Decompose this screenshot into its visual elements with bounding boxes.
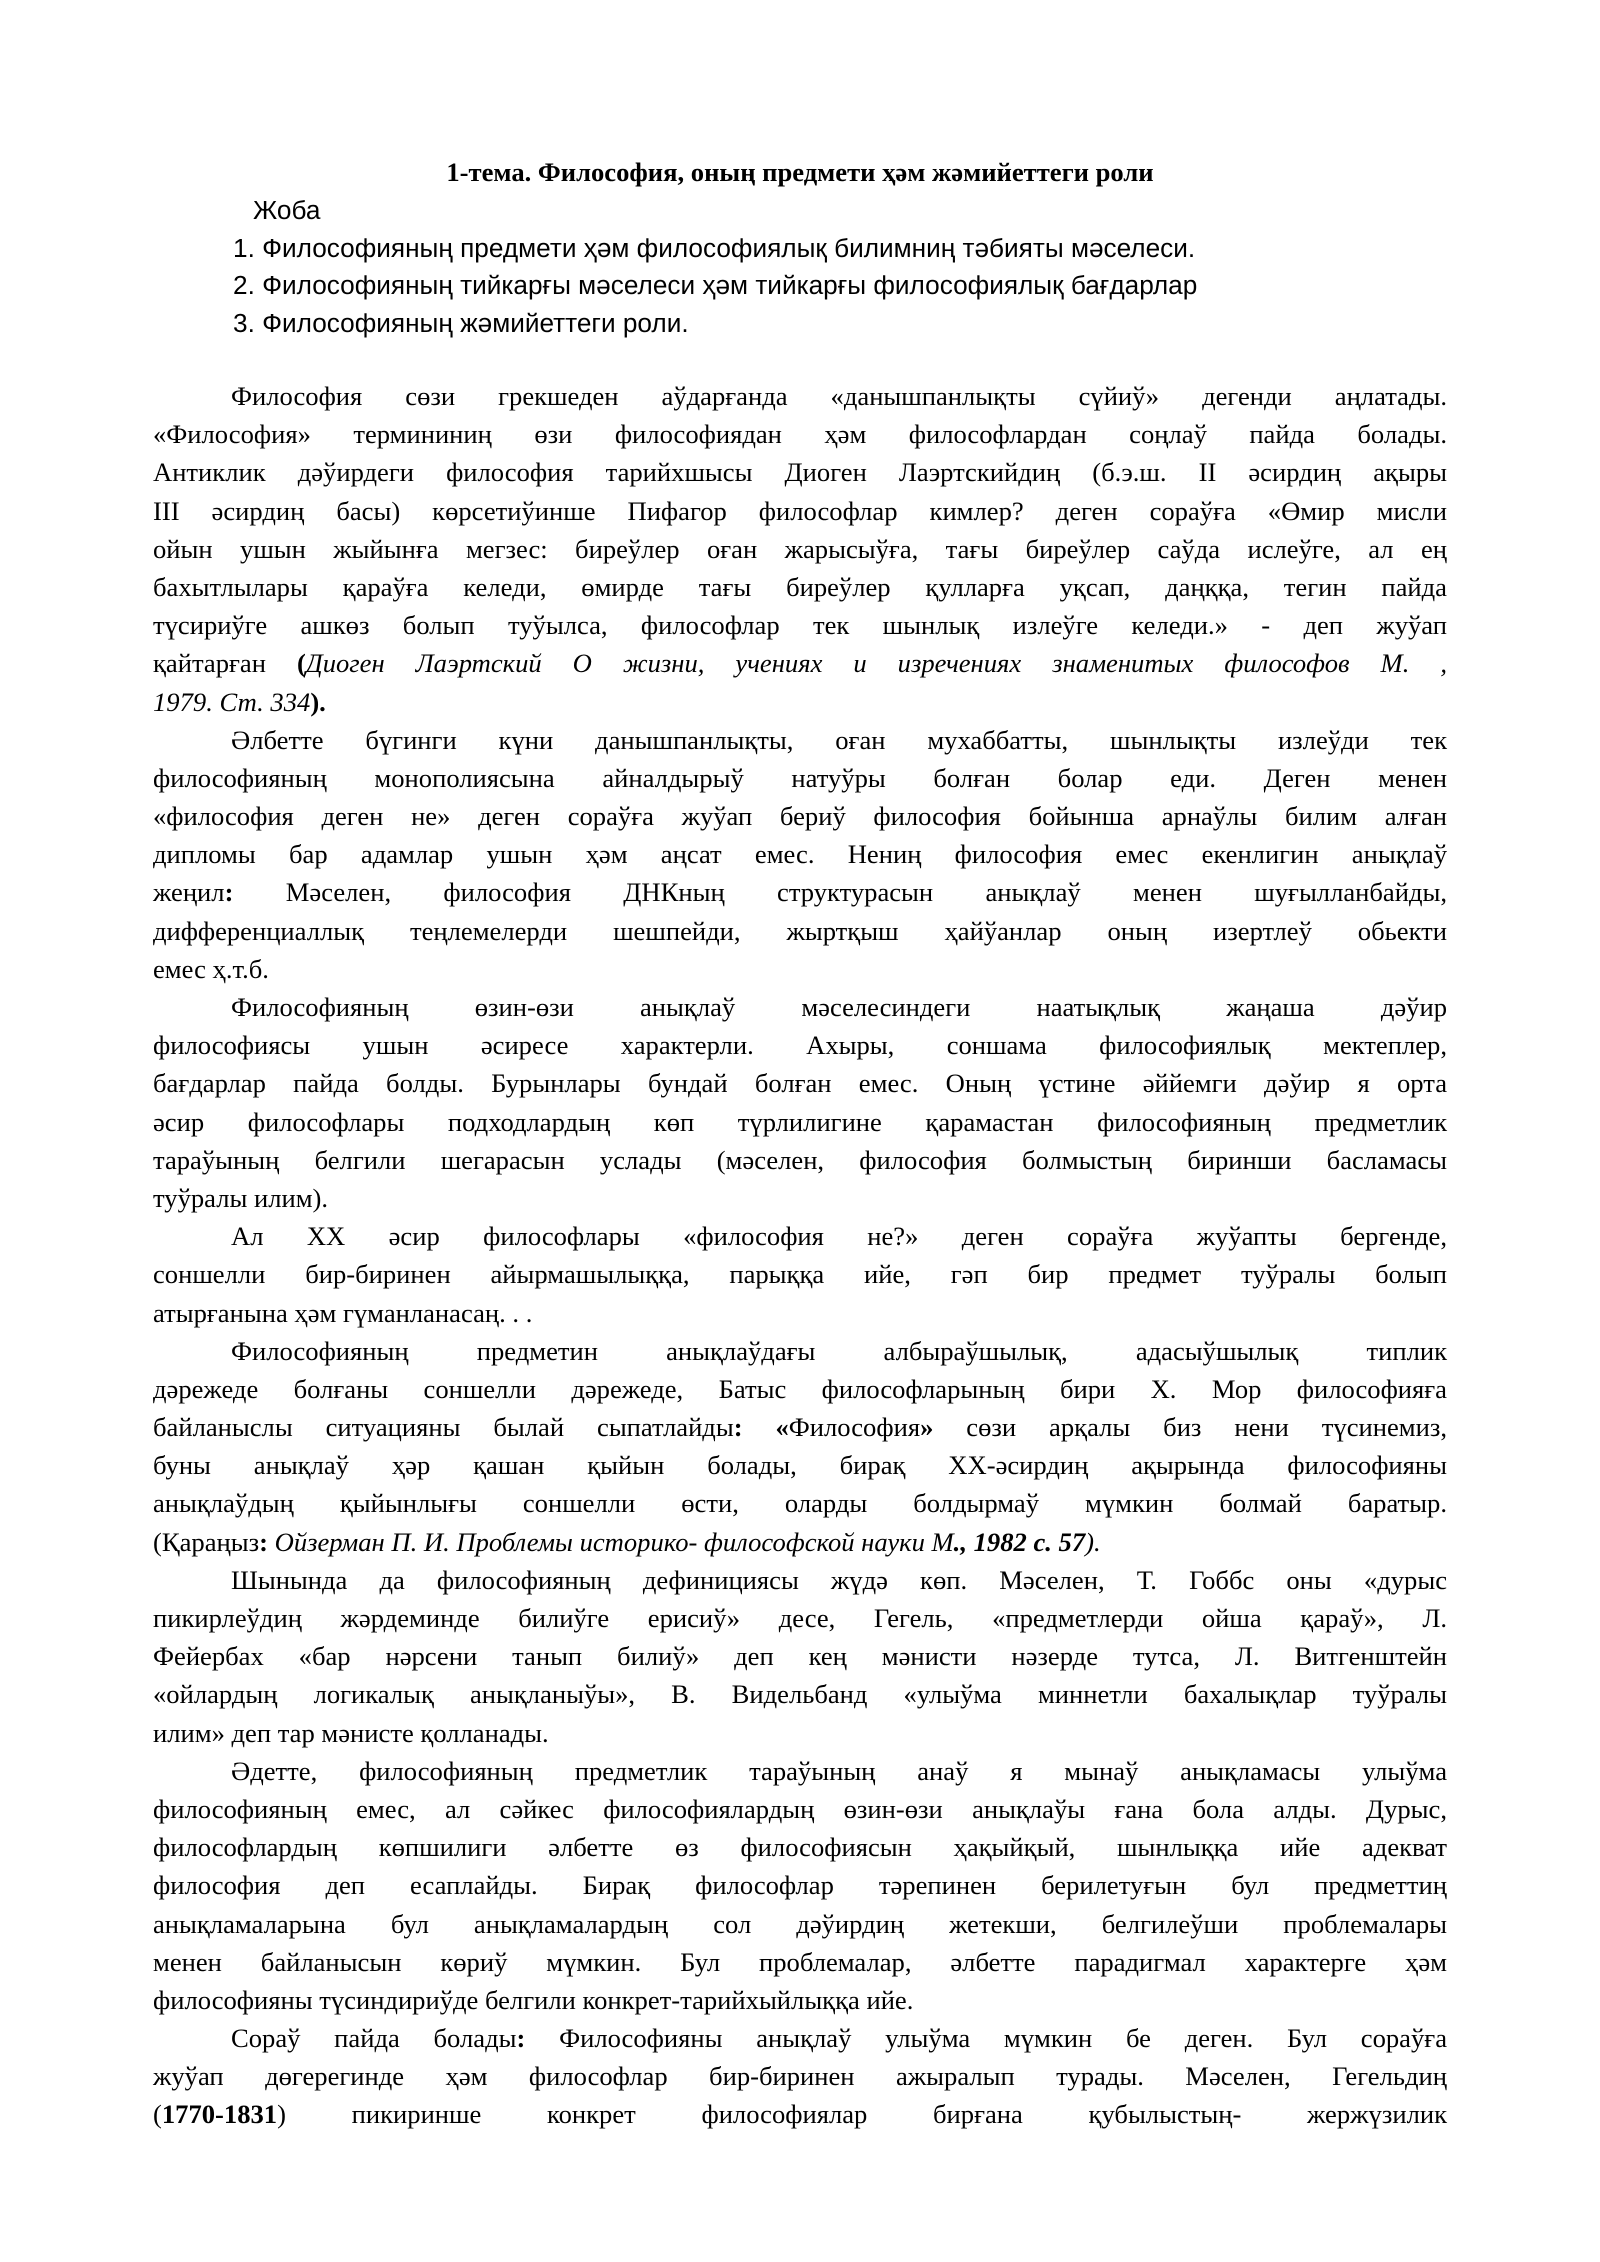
text-line: әсир философлары подходлардың көп түрлилигине қарамастан философияның предметлик bbox=[153, 1106, 1447, 1137]
text-line: «философия деген не» деген сораўға жуўап бериў философия бойынша арнаўлы билим алған bbox=[153, 801, 1447, 832]
plan-label: Жоба bbox=[253, 195, 321, 225]
text-run: ). bbox=[1085, 1526, 1101, 1557]
text-line: емес ҳ.т.б. bbox=[153, 953, 269, 984]
document-title: 1-тема. Философия, оның предмети ҳәм жәмийеттеги роли bbox=[446, 157, 1154, 187]
text-run bbox=[954, 1527, 1085, 1557]
plan-item: 2. Философияның тийкарғы мәселеси ҳәм тийкарғы философиялық бағдарлар bbox=[233, 270, 1198, 301]
text-line bbox=[153, 1408, 1447, 1446]
text-run: ( bbox=[153, 2099, 162, 2130]
text-line: Әдетте, философияның предметлик тараўының анаў я мынаў анықламасы улыўма bbox=[231, 1755, 1447, 1786]
text-line: илим» деп тар мәнисте қолланады. bbox=[153, 1717, 549, 1748]
text-run: 1979. Ст. 334 bbox=[153, 686, 311, 717]
text-run: Диоген Лаэртский О жизни, учениях и изречениях знаменитых философов М. , bbox=[305, 648, 1447, 679]
text-line: III әсирдиң басы) көрсетиўинше Пифагор философлар кимлер? деген сораўға «Өмир мисли bbox=[153, 495, 1447, 526]
text-line: философия деп есаплайды. Бирақ философлар тәрепинен берилетуғын бул предметтиң bbox=[153, 1870, 1447, 1901]
text-run: : « bbox=[733, 1412, 789, 1443]
text-run: ., 1982 с. 57 bbox=[953, 1526, 1086, 1557]
text-line: соншелли бир-биринен айырмашылыққа, парыққа ийе, гәп бир предмет туўралы болып bbox=[153, 1259, 1447, 1290]
text-line: Ал XX әсир философлары «философия не?» деген сораўға жуўапты бергенде, bbox=[231, 1221, 1447, 1252]
text-line: философияның монополиясына айналдырыў натуўры болған болар еди. Деген менен bbox=[153, 762, 1447, 793]
text-line: буны анықлаў ҳәр қашан қыйын болады, бирақ XX-әсирдиң ақырында философияны bbox=[153, 1450, 1447, 1481]
text-run: Философияны анықлаў улыўма мүмкин бе деген. Бул сораўға bbox=[525, 2023, 1447, 2054]
text-line: анықламаларына бул анықламалардың сол дәўирдиң жетекши, белгилеўши проблемалары bbox=[153, 1908, 1447, 1939]
text-line bbox=[153, 644, 1447, 682]
text-line: Философия сөзи грекшеден аўдарғанда «данышпанлықты сүйиў» дегенди аңлатады. bbox=[231, 381, 1447, 411]
text-run: : bbox=[516, 2023, 526, 2054]
text-run: : bbox=[224, 877, 234, 908]
text-line: тараўының белгили шегарасын услады (мәселен, философия болмыстың биринши басламасы bbox=[153, 1144, 1447, 1175]
text-line: Антиклик дәўирдеги философия тарийхшысы Диоген Лаэртскийдиң (б.э.ш. II әсирдиң ақыры bbox=[153, 457, 1447, 488]
text-run: ( bbox=[296, 648, 306, 679]
text-line: анықлаўдың қыйынлығы соншелли өсти, оларды болдырмаў мүмкин болмай баратыр. bbox=[153, 1488, 1447, 1519]
text-line: дәрежеде болғаны соншелли дәрежеде, Батыс философларының бири Х. Мор философияға bbox=[153, 1373, 1447, 1404]
text-run: қайтарған bbox=[153, 648, 297, 679]
text-line: атырғанына ҳәм гүманланасаң. . . bbox=[153, 1297, 533, 1328]
text-run: ) пикиринше конкрет философиялар бирғана қубылыстың- жержүзилик bbox=[277, 2099, 1447, 2130]
text-run: 1770-1831 bbox=[161, 2099, 278, 2130]
text-line: бахытлылары қараўға келеди, өмирде тағы биреўлер қулларға уқсап, даңққа, тегин пайда bbox=[153, 571, 1447, 602]
text-run: Философия bbox=[788, 1412, 921, 1443]
text-run: байланыслы ситуацияны былай сыпатлайды bbox=[153, 1412, 734, 1443]
text-line: «ойлардың логикалық анықланыўы», В. Видельбанд «улыўма миннетли бахалықлар туўралы bbox=[153, 1679, 1447, 1710]
text-line: дифференциаллық теңлемелерди шешпейди, жыртқыш ҳайўанлар оның изертлеў обьекти bbox=[153, 915, 1447, 946]
text-line: философияның емес, ал сәйкес философиялардың өзин-өзи анықлаўы ғана бола алды. Дурыс, bbox=[153, 1793, 1447, 1824]
text-run: жеңил bbox=[153, 877, 225, 908]
plan-item: 1. Философияның предмети ҳәм философиялық билимниң тәбияты мәселеси. bbox=[233, 232, 1196, 263]
text-line: Шынында да философияның дефинициясы жүдә көп. Мәселен, Т. Гоббс оны «дурыс bbox=[231, 1564, 1447, 1595]
text-line bbox=[153, 1523, 1447, 1561]
text-line: «Философия» термининиң өзи философиядан ҳәм философлардан соңлаў пайда болады. bbox=[153, 419, 1447, 450]
text-line: түсириўге ашкөз болып туўылса, философлар тек шынлық излеўге келеди.» - деп жуўап bbox=[153, 610, 1447, 641]
text-line: философлардың көпшилиги әлбетте өз философиясын ҳақыйқый, шынлыққа ийе адекват bbox=[153, 1832, 1447, 1863]
text-run: Мәселен, философия ДНКның структурасын анықлаў менен шуғылланбайды, bbox=[233, 877, 1447, 908]
plan-list bbox=[233, 192, 1333, 342]
text-line bbox=[153, 873, 1447, 911]
text-run: » bbox=[920, 1412, 934, 1443]
text-run: сөзи арқалы биз нени түсинемиз, bbox=[933, 1412, 1447, 1443]
text-line: жуўап дөгерегинде ҳәм философлар бир-биринен ажыралып турады. Мәселен, Гегельдиң bbox=[153, 2061, 1447, 2092]
text-line bbox=[153, 2019, 1447, 2057]
plan-item: 3. Философияның жәмийеттеги роли. bbox=[233, 307, 689, 338]
body-text bbox=[153, 377, 1447, 2134]
text-run: : bbox=[259, 1526, 268, 1557]
text-line: ойын ушын жыйынға мегзес: биреўлер оған жарысыўға, тағы биреўлер саўда ислеўге, ал ең bbox=[153, 533, 1447, 564]
text-run: Сораў пайда болады bbox=[231, 2023, 517, 2054]
text-line: философияны түсиндириўде белгили конкрет-тарийхыйлыққа ийе. bbox=[153, 1984, 914, 2015]
text-line: Әлбетте бүгинги күни данышпанлықты, оған мухаббатты, шынлықты излеўди тек bbox=[231, 724, 1447, 755]
text-line: Фейербах «бар нәрсени танып билиў» деп кең мәнисти нәзерде тутса, Л. Витгенштейн bbox=[153, 1641, 1447, 1672]
text-line: пикирлеўдиң жәрдеминде билиўге ерисиў» десе, Гегель, «предметлерди ойша қараў», Л. bbox=[153, 1603, 1447, 1633]
text-line bbox=[153, 683, 1447, 721]
text-run: Ойзерман П. И. Проблемы историко- философской науки М bbox=[267, 1526, 954, 1557]
text-run: ). bbox=[310, 686, 326, 717]
text-run: (Қараңыз bbox=[153, 1526, 260, 1557]
text-line: менен байланысын көриў мүмкин. Бул проблемалар, әлбетте парадигмал характерге ҳәм bbox=[153, 1946, 1447, 1977]
text-line: бағдарлар пайда болды. Бурынлары бундай болған емес. Оның үстине әййемги дәўир я орта bbox=[153, 1068, 1447, 1099]
text-line bbox=[153, 2095, 1447, 2133]
text-line: дипломы бар адамлар ушын ҳәм аңсат емес. Нениң философия емес екенлигин анықлаў bbox=[153, 839, 1447, 870]
text-line: Философияның предметин анықлаўдағы албыраўшылық, адасыўшылық типлик bbox=[231, 1335, 1447, 1366]
text-line: Философияның өзин-өзи анықлаў мәселесиндеги наатықлық жаңаша дәўир bbox=[231, 992, 1447, 1022]
text-line: философиясы ушын әсиресе характерли. Ахыры, соншама философиялық мектеплер, bbox=[153, 1030, 1447, 1061]
text-line: туўралы илим). bbox=[153, 1182, 329, 1213]
